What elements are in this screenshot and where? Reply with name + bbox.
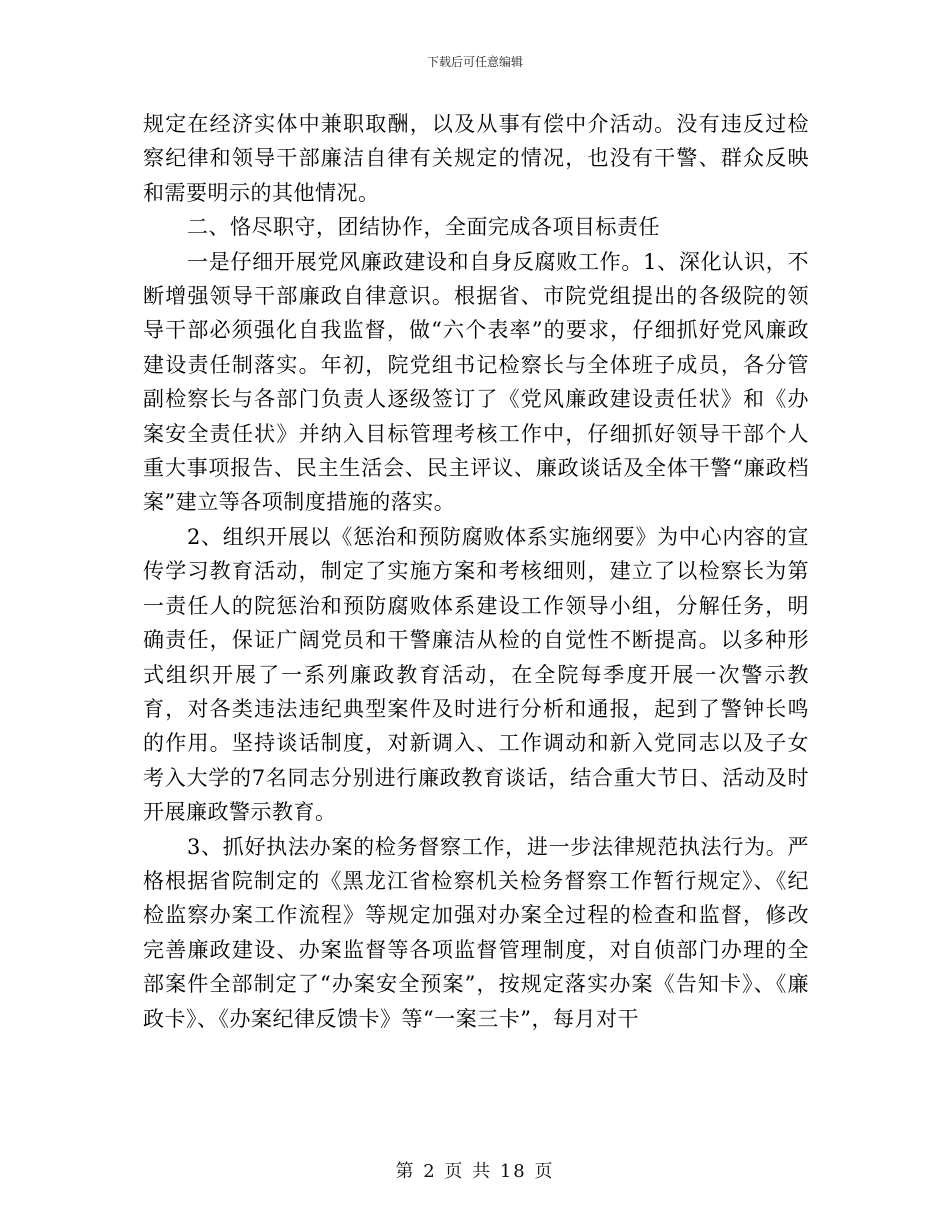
paragraph-case-supervision: 3、抓好执法办案的检务督察工作，进一步法律规范执法行为。严格根据省院制定的《黑龙江省检察机关检务督察工作暂行规定》、《纪检监察办案工作流程》等规定加强对办案全过程的检查和监督，修改完善廉政建设、办案监督等各项监督管理制度，对自侦部门办理的全部案件全部制定了“办案安全预案”，按规定落实办案《告知卡》、《廉政卡》、《办案纪律反馈卡》等“一案三卡”，每月对干 xyxy=(143,834,809,1031)
paragraph-education-activities: 2、组织开展以《惩治和预防腐败体系实施纲要》为中心内容的宣传学习教育活动，制定了实施方案和考核细则，建立了以检察长为第一责任人的院惩治和预防腐败体系建设工作领导小组，分解任务，明确责任，保证广阔党员和干警廉洁从检的自觉性不断提高。以多种形式组织开展了一系列廉政教育活动，在全院每季度开展一次警示教育，对各类违法违纪典型案件及时进行分析和通报，起到了警钟长鸣的作用。坚持谈话制度，对新调入、工作调动和新入党同志以及子女考入大学的7名同志分别进行廉政教育谈话，结合重大节日、活动及时开展廉政警示教育。 xyxy=(143,524,809,825)
paragraph-continuation: 规定在经济实体中兼职取酬，以及从事有偿中介活动。没有违反过检察纪律和领导干部廉洁自律有关规定的情况，也没有干警、群众反映和需要明示的其他情况。 xyxy=(143,112,809,205)
paragraph-anti-corruption-work: 一是仔细开展党风廉政建设和自身反腐败工作。1、深化认识，不断增强领导干部廉政自律意识。根据省、市院党组提出的各级院的领导干部必须强化自我监督，做“六个表率”的要求，仔细抓好党风廉政建设责任制落实。年初，院党组书记检察长与全体班子成员，各分管副检察长与各部门负责人逐级签订了《党风廉政建设责任状》和《办案安全责任状》并纳入目标管理考核工作中，仔细抓好领导干部个人重大事项报告、民主生活会、民主评议、廉政谈话及全体干警“廉政档案”建立等各项制度措施的落实。 xyxy=(143,249,809,515)
page-header-note: 下载后可任意编辑 xyxy=(426,55,523,69)
section-heading: 二、恪尽职守，团结协作，全面完成各项目标责任 xyxy=(187,215,660,240)
page-number-footer: 第 2 页 共 18 页 xyxy=(395,1161,555,1182)
document-body xyxy=(143,107,809,1036)
